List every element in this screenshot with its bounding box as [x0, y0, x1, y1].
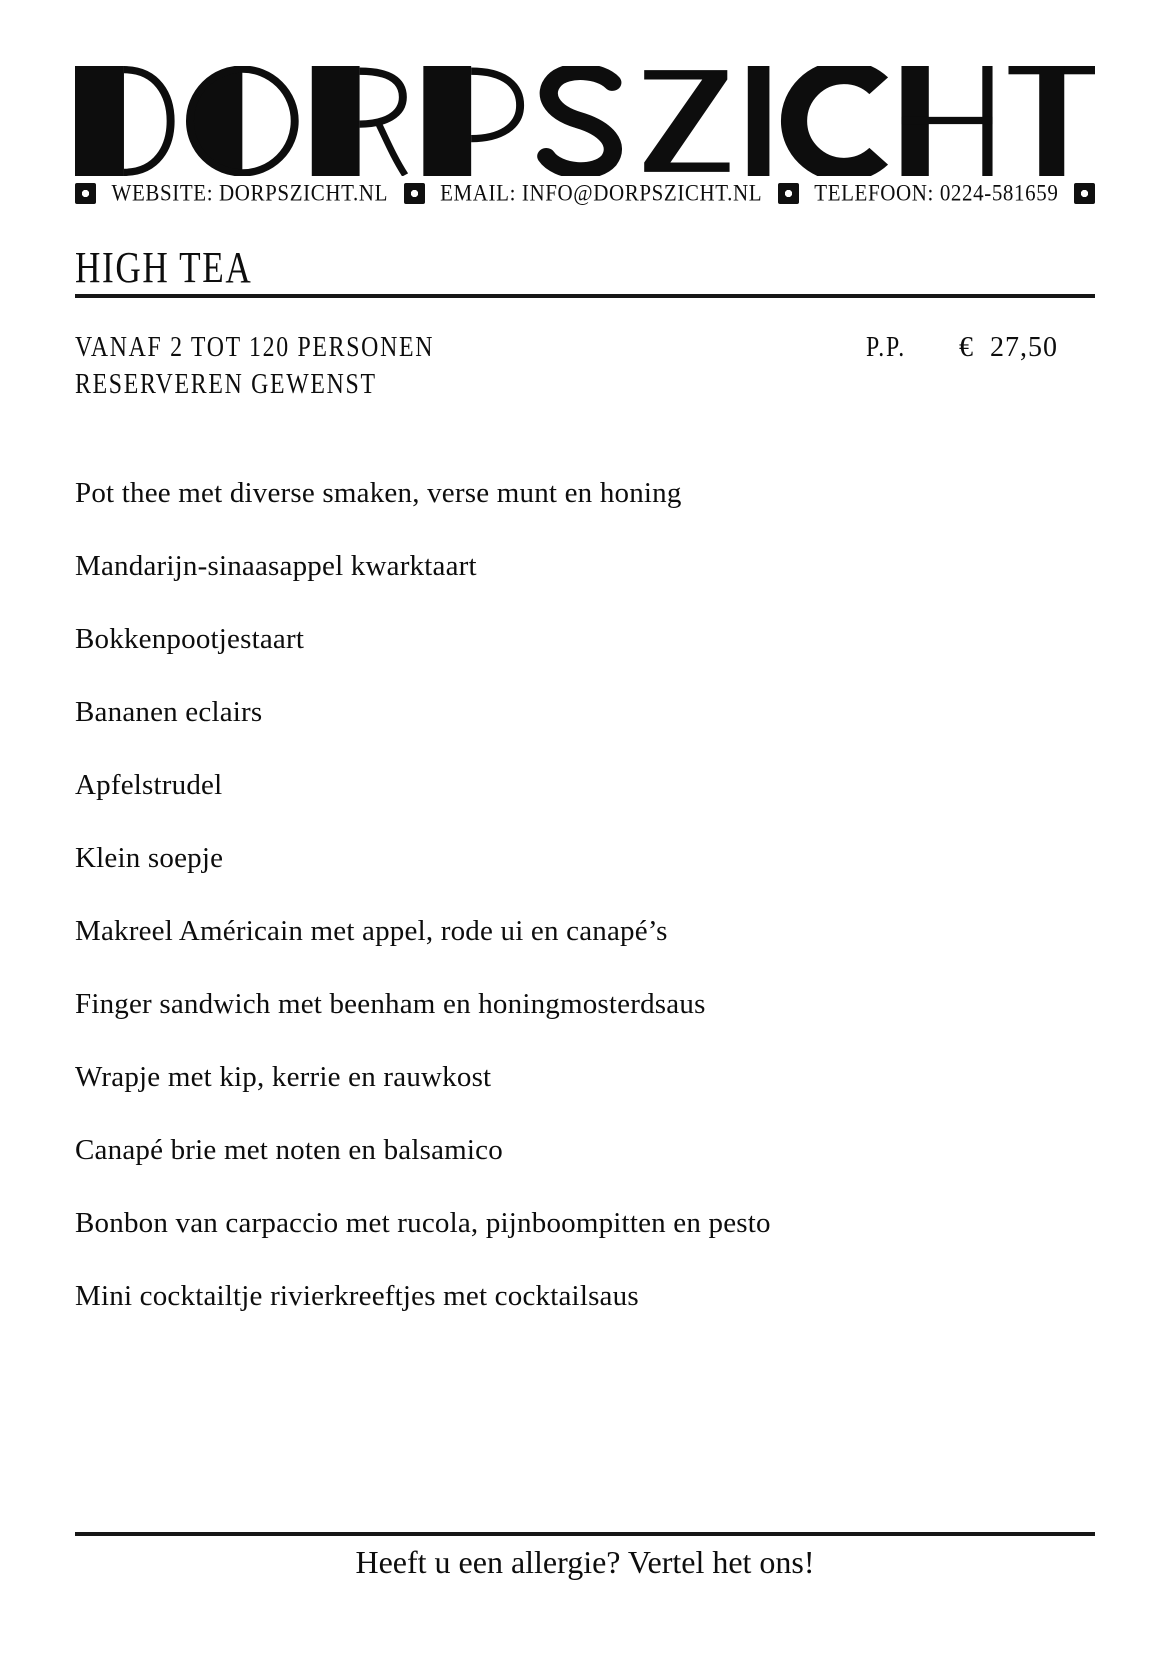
header	[75, 66, 1095, 206]
menu-list	[75, 457, 1095, 1333]
logo-artwork	[75, 66, 1095, 176]
menu-item: Pot thee met diverse smaken, verse munt en honing	[75, 477, 682, 509]
menu-item: Apfelstrudel	[75, 769, 223, 801]
title-rule	[75, 294, 1095, 298]
menu-item: Bonbon van carpaccio met rucola, pijnboompitten en pesto	[75, 1207, 771, 1239]
menu-item: Bananen eclairs	[75, 696, 263, 728]
price-amount: 27,50	[990, 332, 1058, 363]
menu-item: Klein soepje	[75, 842, 224, 874]
menu-item: Canapé brie met noten en balsamico	[75, 1134, 503, 1166]
website-label: WEBSITE: DORPSZICHT.NL	[111, 180, 389, 206]
menu-item: Mandarijn-sinaasappel kwarktaart	[75, 550, 477, 582]
reservation-line: RESERVEREN GEWENST	[75, 369, 377, 400]
menu-item: Mini cocktailtje rivierkreeftjes met cocktailsaus	[75, 1280, 639, 1312]
contact-bar	[75, 181, 1095, 206]
euro-sign: €	[959, 332, 974, 363]
menu-item: Wrapje met kip, kerrie en rauwkost	[75, 1061, 492, 1093]
footer-rule	[75, 1532, 1095, 1536]
allergy-note: Heeft u een allergie? Vertel het ons!	[355, 1544, 815, 1580]
per-person-label-text: P.P.	[866, 332, 906, 363]
section-title	[75, 243, 1095, 292]
section-title-text: HIGH TEA	[75, 243, 253, 292]
restaurant-logo	[75, 66, 1095, 176]
email-label: EMAIL: INFO@DORPSZICHT.NL	[440, 180, 763, 206]
bullet-square-icon	[75, 183, 96, 204]
phone-label: TELEFOON: 0224-581659	[814, 180, 1059, 206]
bullet-square-icon	[1074, 183, 1095, 204]
per-person-label	[866, 329, 913, 366]
footer	[75, 1532, 1095, 1582]
bullet-square-icon	[404, 183, 425, 204]
bullet-square-icon	[778, 183, 799, 204]
menu-item: Finger sandwich met beenham en honingmosterdsaus	[75, 988, 706, 1020]
menu-item: Bokkenpootjestaart	[75, 623, 305, 655]
info-row	[75, 329, 1095, 403]
price	[959, 329, 1058, 366]
info-left	[75, 329, 1095, 403]
menu-item: Makreel Américain met appel, rode ui en canapé’s	[75, 915, 668, 947]
persons-line: VANAF 2 TOT 120 PERSONEN	[75, 332, 435, 363]
